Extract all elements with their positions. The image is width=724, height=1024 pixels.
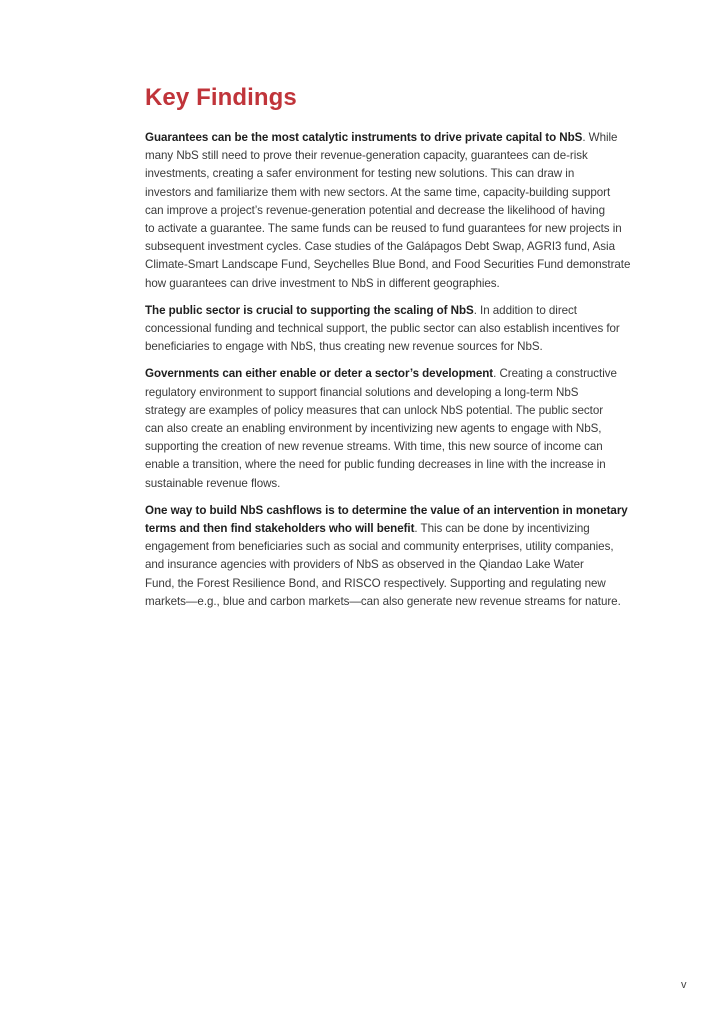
text-line: concessional funding and technical support, the public sector can also establish incentives for <box>145 322 620 336</box>
finding-guarantees <box>145 129 663 293</box>
page-number: v <box>681 979 687 991</box>
text-line: enable a transition, where the need for public funding decreases in line with the increase in <box>145 458 606 472</box>
finding-lead: One way to build NbS cashflows is to determine the value of an intervention in monetary <box>145 503 628 517</box>
finding-lead: Governments can either enable or deter a sector’s development <box>145 367 494 381</box>
text-line: investments, creating a safer environment for testing new solutions. This can draw in <box>145 167 575 181</box>
text-line: and insurance agencies with providers of NbS as observed in the Qiandao Lake Water <box>145 558 584 572</box>
text-line: strategy are examples of policy measures that can unlock NbS potential. The public sector <box>145 403 604 417</box>
text-line: subsequent investment cycles. Case studies of the Galápagos Debt Swap, AGRI3 fund, Asia <box>145 240 615 254</box>
text-line: beneficiaries to engage with NbS, thus creating new revenue sources for NbS. <box>145 340 543 354</box>
text-line: engagement from beneficiaries such as social and community enterprises, utility companies, <box>145 540 614 554</box>
text-line: markets—e.g., blue and carbon markets—can also generate new revenue streams for nature. <box>145 594 621 608</box>
text-line: terms and then find stakeholders who will benefit. This can be done by incentivizing <box>145 522 590 536</box>
text-line: sustainable revenue flows. <box>145 476 281 490</box>
text-line: Guarantees can be the most catalytic instruments to drive private capital to NbS. While <box>145 131 618 144</box>
text-line: Fund, the Forest Resilience Bond, and RISCO respectively. Supporting and regulating new <box>145 576 606 590</box>
finding-lead: terms and then find stakeholders who will benefit <box>145 522 415 536</box>
text-line: Climate-Smart Landscape Fund, Seychelles Blue Bond, and Food Securities Fund demonstrate <box>145 258 631 272</box>
finding-lead: The public sector is crucial to supporting the scaling of NbS <box>145 303 474 317</box>
text-line: many NbS still need to prove their revenue-generation capacity, guarantees can de-risk <box>145 149 588 163</box>
text-line: how guarantees can drive investment to NbS in different geographies. <box>145 276 500 290</box>
text-line: Governments can either enable or deter a sector’s development. Creating a constructive <box>145 367 617 381</box>
text-line: can also create an enabling environment by incentivizing new agents to engage with NbS, <box>145 422 602 436</box>
page-title: Key Findings <box>145 84 297 111</box>
finding-public-sector <box>145 302 663 357</box>
text-line: to activate a guarantee. The same funds can be reused to fund guarantees for new projects in <box>145 222 622 236</box>
finding-governments <box>145 365 663 492</box>
finding-cashflows <box>145 502 663 611</box>
text-line: regulatory environment to support financial solutions and developing a long-term NbS <box>145 385 579 399</box>
text-line: The public sector is crucial to supporting the scaling of NbS. In addition to direct <box>145 303 577 317</box>
text-line: investors and familiarize them with new sectors. At the same time, capacity-building support <box>145 185 611 199</box>
finding-lead: Guarantees can be the most catalytic instruments to drive private capital to NbS <box>145 131 583 144</box>
text-line: can improve a project’s revenue-generation potential and decrease the likelihood of having <box>145 203 605 217</box>
findings-body <box>145 129 663 620</box>
text-line: supporting the creation of new revenue streams. With time, this new source of income can <box>145 440 603 454</box>
